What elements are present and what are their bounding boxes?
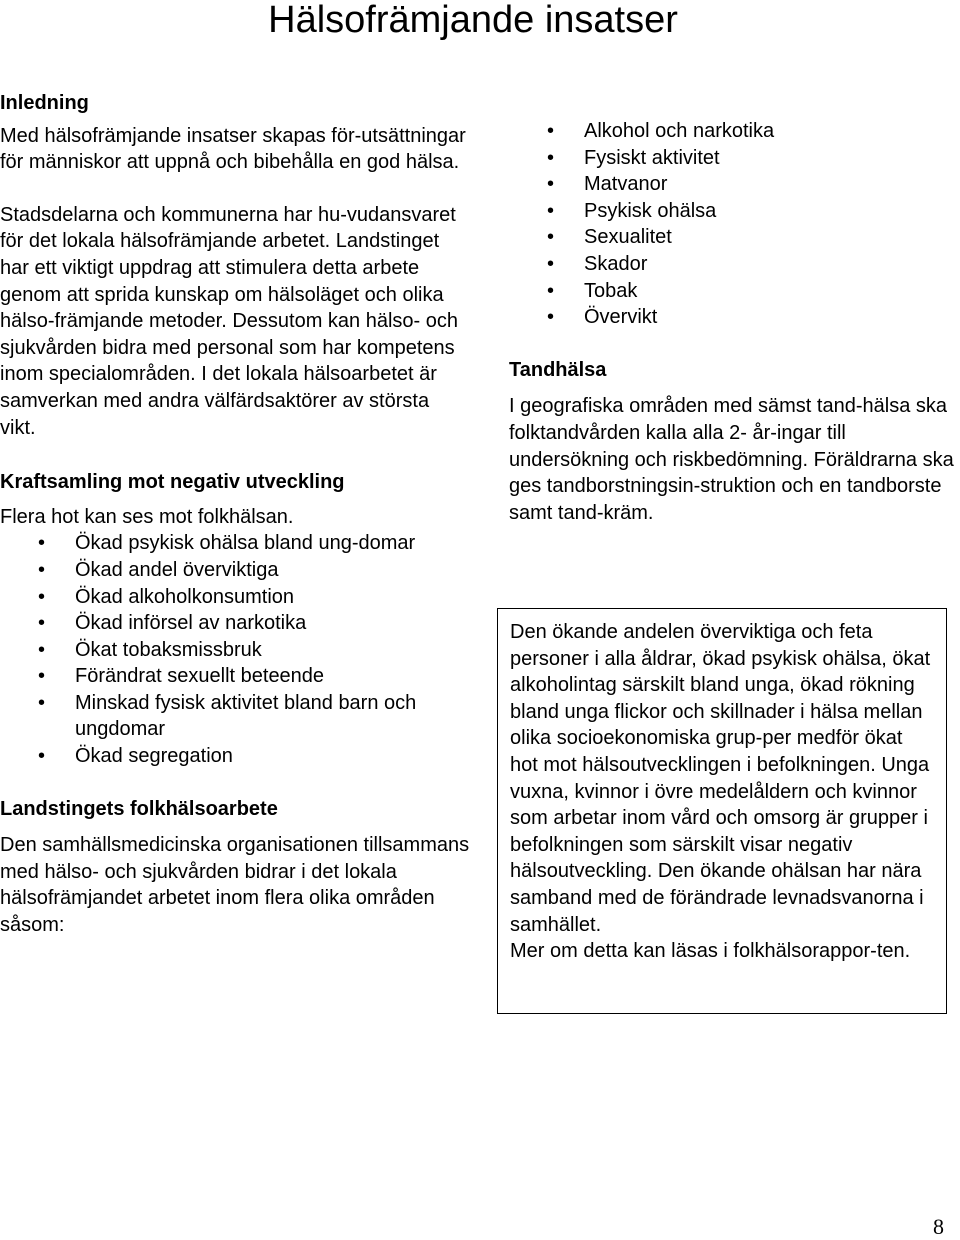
kraftsamling-lead: Flera hot kan ses mot folkhälsan. — [0, 505, 294, 528]
section-heading-landsting: Landstingets folkhälsoarbete — [0, 797, 278, 820]
spacer — [509, 331, 959, 357]
page-number: 8 — [933, 1214, 944, 1239]
intro-paragraph-2: Stadsdelarna och kommunerna har hu-vudansvaret för det lokala hälsofrämjande arbetet. Landstinget har ett viktigt uppdrag att stimulera detta arbete genom att sprida kunskap om hälsoläget och olika hälso-främjande metoder. Dessutom kan hälso- och sjukvården bidra med personal som har kompetens inom specialområden. I det lokala hälsoarbetet är samverkan med andra välfärdsaktörer av största vikt. — [0, 203, 459, 439]
area-list — [509, 118, 959, 331]
page-title: Hälsofrämjande insatser — [268, 0, 678, 41]
spacer — [0, 176, 470, 202]
list-item: • Ökad införsel av narkotika — [0, 610, 470, 637]
list-item: • Alkohol och narkotika — [509, 118, 959, 145]
list-item: • Ökad segregation — [0, 743, 470, 770]
section-heading-tandhalsa: Tandhälsa — [509, 358, 607, 381]
list-item: • Psykisk ohälsa — [509, 198, 959, 225]
right-column — [509, 118, 959, 526]
spacer — [0, 770, 470, 796]
tandhalsa-paragraph: I geografiska områden med sämst tand-hälsa ska folktandvården kalla alla 2- år-ingar till undersökning och riskbedömning. Föräldrarna ska ges tandborstningsin-struktion och en tandborste samt tand-kräm. — [509, 395, 954, 524]
list-item: • Ökad psykisk ohälsa bland ung-domar — [0, 530, 470, 557]
left-column — [0, 90, 470, 939]
list-item: • Ökad andel överviktiga — [0, 557, 470, 584]
list-item: • Tobak — [509, 278, 959, 305]
landsting-paragraph: Den samhällsmedicinska organisationen tillsammans med hälso- och sjukvården bidrar i det lokala hälsofrämjandet arbetet inom flera olika områden såsom: — [0, 834, 470, 937]
list-item: • Skador — [509, 251, 959, 278]
list-item: • Minskad fysisk aktivitet bland barn och ungdomar — [0, 690, 470, 743]
section-heading-kraftsamling: Kraftsamling mot negativ utveckling — [0, 471, 345, 494]
spacer — [0, 441, 470, 469]
list-item: • Övervikt — [509, 304, 959, 331]
section-heading-inledning: Inledning — [0, 92, 89, 114]
info-box-paragraph-more: Mer om detta kan läsas i folkhälsorappor-ten. — [510, 940, 911, 963]
list-item: • Matvanor — [509, 171, 959, 198]
threat-list — [0, 530, 470, 769]
list-item: • Förändrat sexuellt beteende — [0, 663, 470, 690]
info-box-paragraph: Den ökande andelen överviktiga och feta personer i alla åldrar, ökad psykisk ohälsa, ökat alkoholintag särskilt bland unga, ökad rökning bland unga flickor och skillnader i hälsa mellan olika socioekonomiska grup-per medför ökat hot mot hälsoutvecklingen i befolkningen. Unga vuxna, kvinnor i övre medelåldern och kvinnor som arbetar inom vård och omsorg är grupper i befolkningen som särskilt visar negativ hälsoutveckling. Den ökande ohälsan har nära samband med de förändrade levnadsvanorna i samhället. — [510, 621, 931, 936]
list-item: • Sexualitet — [509, 224, 959, 251]
list-item: • Fysiskt aktivitet — [509, 145, 959, 172]
list-item: • Ökat tobaksmissbruk — [0, 637, 470, 664]
intro-paragraph-1: Med hälsofrämjande insatser skapas för-utsättningar för människor att uppnå och bibehålla en god hälsa. — [0, 124, 466, 174]
list-item: • Ökad alkoholkonsumtion — [0, 584, 470, 611]
info-box — [497, 608, 947, 1014]
